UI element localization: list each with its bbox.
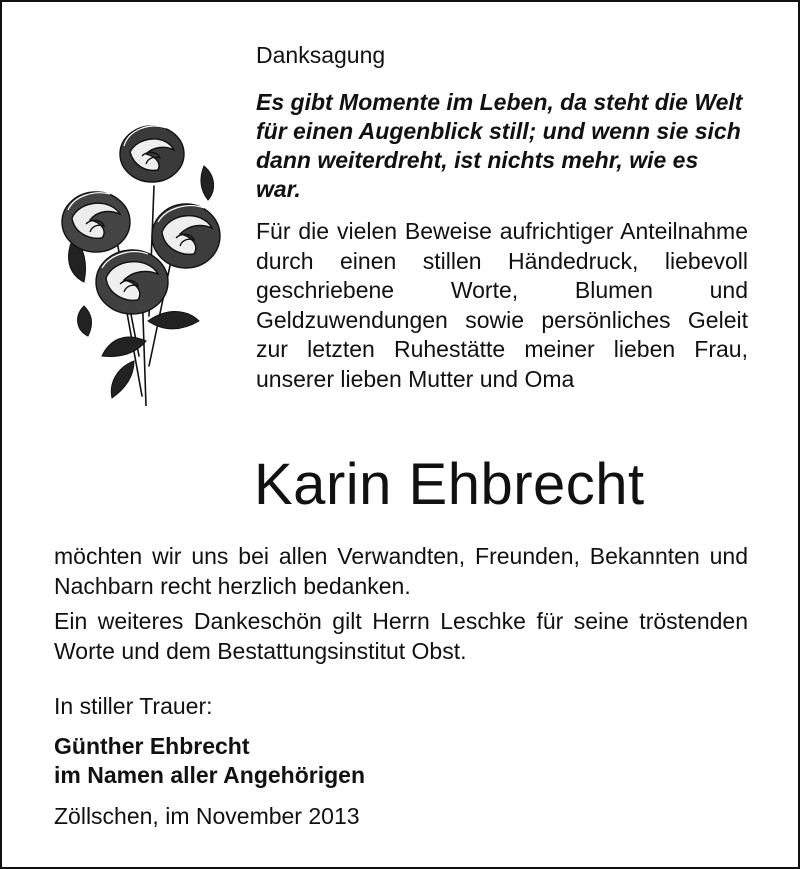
signer-relation: im Namen aller Angehörigen — [54, 762, 365, 788]
signer-name: Günther Ehbrecht — [54, 733, 250, 759]
notice-heading: Danksagung — [256, 42, 386, 68]
signer-block — [54, 732, 365, 790]
deceased-name: Karin Ehbrecht — [254, 452, 645, 517]
roses-illustration-icon — [54, 106, 224, 406]
mourning-line: In stiller Trauer: — [54, 693, 213, 719]
thanks-paragraph: möchten wir uns bei allen Verwandten, Freunden, Bekannten und Nachbarn recht herzlich bedanken. — [54, 543, 748, 599]
thanks-intro-paragraph: Für die vielen Beweise aufrichtiger Anteilnahme durch einen stillen Händedruck, liebevoll geschriebene Worte, Blumen und Geldzuwendungen sowie persönliches Geleit zur letzten Ruhestätte meiner lieben Frau, unserer lieben Mutter und Oma — [256, 218, 748, 392]
place-date: Zöllschen, im November 2013 — [54, 803, 360, 829]
extra-thanks-paragraph: Ein weiteres Dankeschön gilt Herrn Leschke für seine tröstenden Worte und dem Bestattungsinstitut Obst. — [54, 608, 748, 664]
motto-quote: Es gibt Momente im Leben, da steht die Welt für einen Augenblick still; und wenn sie sich dann weiterdreht, ist nichts mehr, wie es war. — [256, 89, 743, 202]
